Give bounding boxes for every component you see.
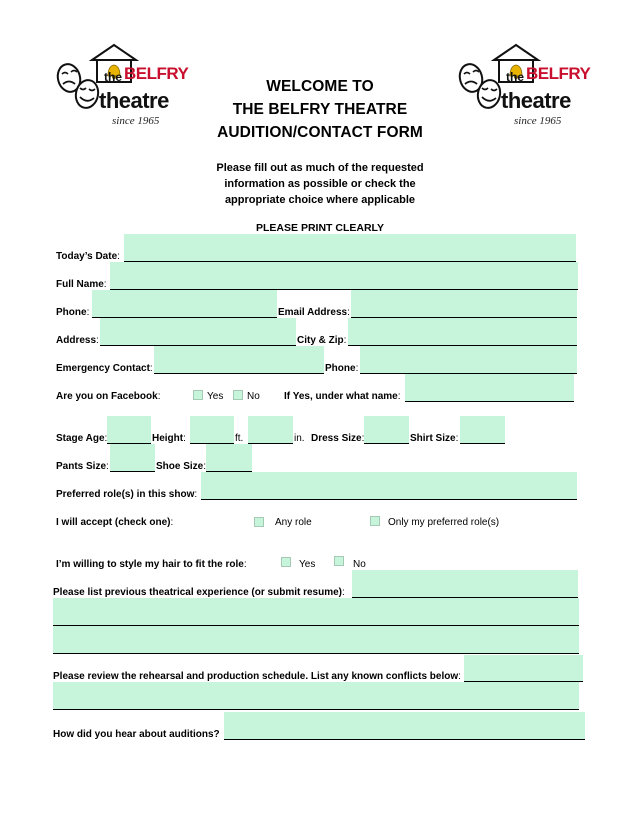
preferred-only-checkbox[interactable]	[370, 516, 380, 526]
experience-field-2[interactable]	[53, 598, 579, 625]
logo-the-text: the	[506, 70, 524, 84]
stage-age-field[interactable]	[107, 416, 151, 443]
dress-size-underline	[364, 443, 409, 444]
hair-no-label: No	[353, 559, 366, 570]
todays-date-label: Today’s Date:	[56, 251, 120, 262]
intro-line-2: information as possible or check the	[224, 178, 416, 190]
emergency-contact-field[interactable]	[154, 346, 324, 373]
form-title-line-2: THE BELFRY THEATRE	[232, 101, 408, 118]
belfry-logo-left	[52, 42, 189, 132]
experience-underline-3	[53, 653, 579, 654]
preferred-only-label: Only my preferred role(s)	[388, 517, 500, 528]
height-in-field[interactable]	[248, 416, 293, 443]
shirt-size-field[interactable]	[460, 416, 505, 443]
heard-field[interactable]	[224, 712, 585, 739]
hair-yes-label: Yes	[299, 559, 316, 570]
heard-label: How did you hear about auditions?	[53, 729, 220, 740]
experience-field-1[interactable]	[352, 570, 578, 597]
logo-belfry-text: BELFRY	[526, 64, 591, 83]
shoe-size-field[interactable]	[206, 444, 252, 471]
pants-size-label: Pants Size:	[56, 461, 109, 472]
address-field[interactable]	[100, 318, 296, 345]
hair-label: I’m willing to style my hair to fit the role:	[56, 559, 247, 570]
dress-size-label: Dress Size:	[311, 433, 365, 444]
facebook-name-field[interactable]	[405, 374, 574, 401]
hair-yes-checkbox[interactable]	[281, 557, 291, 567]
stage-age-label: Stage Age:	[56, 433, 108, 444]
emergency-phone-field[interactable]	[360, 346, 577, 373]
facebook-name-underline	[405, 401, 574, 402]
facebook-yes-label: Yes	[207, 391, 224, 402]
print-clearly-note: PLEASE PRINT CLEARLY	[256, 222, 384, 234]
pants-size-field[interactable]	[110, 444, 155, 471]
intro-line-1: Please fill out as much of the requested	[216, 162, 424, 174]
height-ft-field[interactable]	[190, 416, 234, 443]
dress-size-field[interactable]	[364, 416, 409, 443]
conflicts-field-1[interactable]	[464, 655, 583, 681]
phone-label: Phone:	[56, 307, 90, 318]
email-address-field[interactable]	[351, 290, 577, 317]
facebook-label: Are you on Facebook:	[56, 391, 161, 402]
todays-date-field[interactable]	[124, 234, 576, 261]
address-label: Address:	[56, 335, 99, 346]
shirt-size-underline	[460, 443, 505, 444]
emergency-contact-underline	[154, 373, 324, 374]
experience-field-3[interactable]	[53, 626, 579, 653]
experience-label: Please list previous theatrical experience (or submit resume):	[53, 587, 345, 598]
pants-size-underline	[110, 471, 155, 472]
form-title-line-3: AUDITION/CONTACT FORM	[217, 124, 423, 141]
preferred-roles-label: Preferred role(s) in this show:	[56, 489, 198, 500]
belfry-logo-right	[454, 42, 591, 132]
hair-no-checkbox[interactable]	[334, 556, 344, 566]
preferred-roles-field[interactable]	[201, 472, 577, 499]
conflicts-underline-2	[53, 709, 579, 710]
facebook-name-label: If Yes, under what name:	[284, 391, 401, 402]
height-in-underline	[248, 443, 293, 444]
accept-label: I will accept (check one):	[56, 517, 174, 528]
preferred-roles-underline	[201, 499, 577, 500]
city-zip-field[interactable]	[348, 318, 577, 345]
shirt-size-label: Shirt Size:	[410, 433, 459, 444]
conflicts-field-2[interactable]	[53, 682, 579, 709]
logo-theatre-text: theatre	[501, 88, 571, 113]
facebook-no-label: No	[247, 391, 260, 402]
form-title-line-1: WELCOME TO	[266, 78, 374, 95]
any-role-checkbox[interactable]	[254, 517, 264, 527]
emergency-contact-label: Emergency Contact:	[56, 363, 153, 374]
city-zip-label: City & Zip:	[297, 335, 347, 346]
emergency-phone-label: Phone:	[325, 363, 359, 374]
logo-since-text: since 1965	[514, 115, 562, 127]
height-in-unit: in.	[294, 433, 305, 444]
logo-since-text: since 1965	[112, 115, 160, 127]
email-address-label: Email Address:	[278, 307, 350, 318]
height-ft-unit: ft.	[235, 433, 244, 444]
heard-underline	[224, 739, 585, 740]
conflicts-label: Please review the rehearsal and production schedule. List any known conflicts below:	[53, 671, 461, 682]
intro-line-3: appropriate choice where applicable	[224, 194, 416, 206]
facebook-no-checkbox[interactable]	[233, 390, 243, 400]
height-label: Height:	[152, 433, 186, 444]
shoe-size-label: Shoe Size:	[156, 461, 207, 472]
full-name-field[interactable]	[110, 262, 578, 289]
facebook-yes-checkbox[interactable]	[193, 390, 203, 400]
full-name-label: Full Name:	[56, 279, 107, 290]
logo-the-text: the	[104, 70, 122, 84]
any-role-label: Any role	[275, 517, 312, 528]
logo-belfry-text: BELFRY	[124, 64, 189, 83]
phone-field[interactable]	[92, 290, 277, 317]
logo-theatre-text: theatre	[99, 88, 169, 113]
